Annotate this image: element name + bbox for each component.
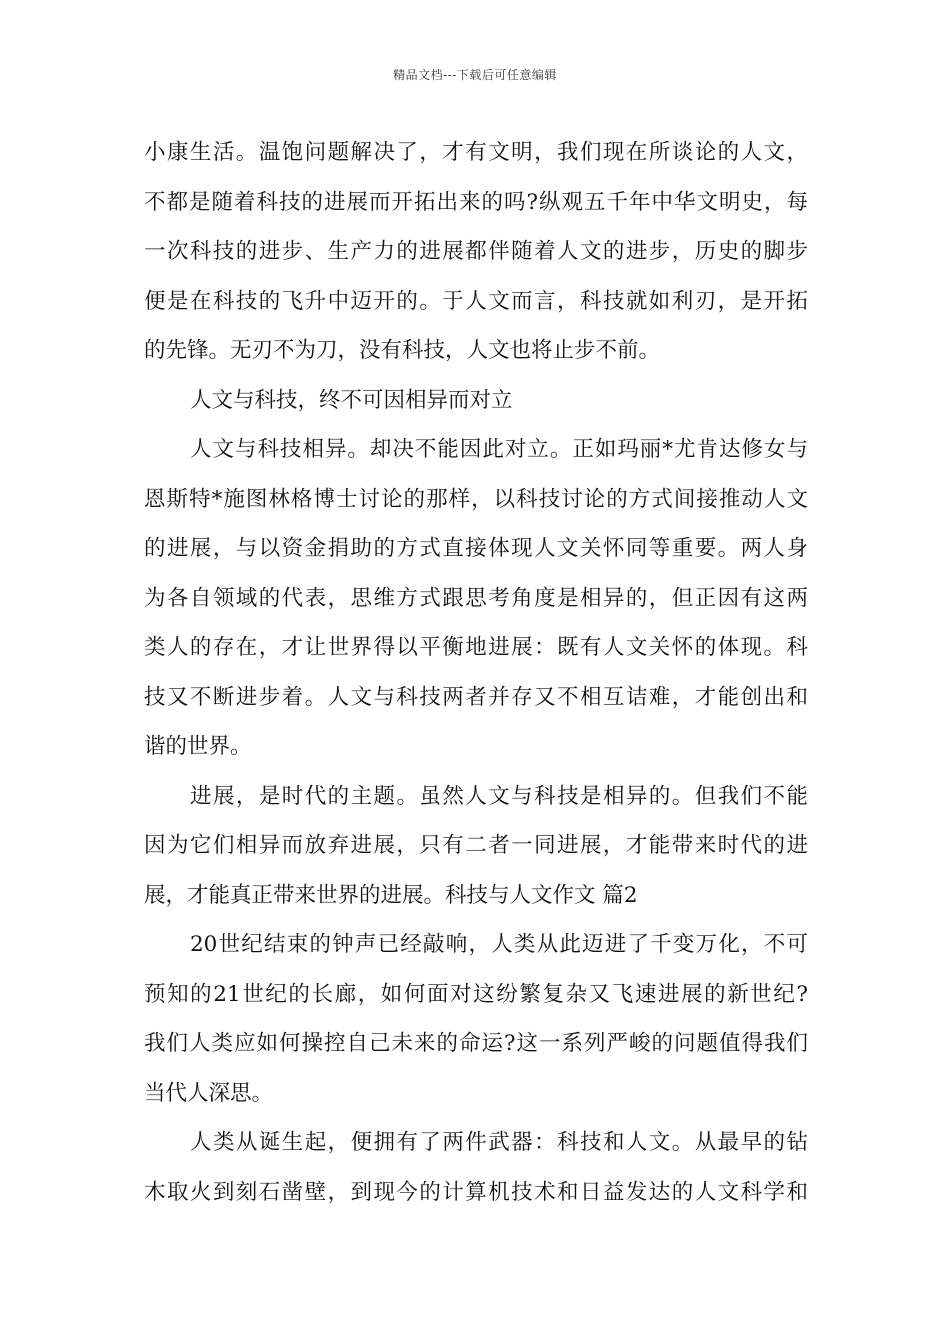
body-line: 的先锋。无刃不为刀，没有科技，人文也将止步不前。: [144, 338, 661, 363]
body-line: 小康生活。温饱问题解决了，才有文明，我们现在所谈论的人文，: [144, 140, 808, 165]
body-line: 预知的21世纪的长廊，如何面对这纷繁复杂又飞速进展的新世纪?: [144, 981, 808, 1007]
body-line: 木取火到刻石凿壁，到现今的计算机技术和日益发达的人文科学和: [144, 1179, 808, 1205]
page-header: 精品文档---下载后可任意编辑: [393, 68, 557, 82]
body-line: 谐的世界。: [144, 734, 252, 759]
body-line: 人文与科技相异。却决不能因此对立。正如玛丽*尤肯达修女与: [190, 437, 808, 462]
body-line: 因为它们相异而放弃进展，只有二者一同进展，才能带来时代的进: [144, 833, 808, 858]
body-line: 我们人类应如何操控自己未来的命运?这一系列严峻的问题值得我们: [144, 1031, 808, 1056]
body-line: 不都是随着科技的进展而开拓出来的吗?纵观五千年中华文明史，每: [144, 189, 808, 215]
body-line: 恩斯特*施图林格博士讨论的那样，以科技讨论的方式间接推动人文: [144, 486, 808, 512]
document-body: [144, 128, 808, 1217]
section-heading: 人文与科技，终不可因相异而对立: [190, 387, 513, 413]
body-line: 20世纪结束的钟声已经敲响，人类从此迈进了千变万化，不可: [190, 932, 808, 957]
body-line: 展，才能真正带来世界的进展。科技与人文作文 篇2: [144, 882, 638, 908]
body-line: 的进展，与以资金捐助的方式直接体现人文关怀同等重要。两人身: [144, 536, 808, 561]
body-line: 进展，是时代的主题。虽然人文与科技是相异的。但我们不能: [190, 783, 808, 809]
body-line: 人类从诞生起，便拥有了两件武器：科技和人文。从最早的钻: [190, 1130, 808, 1155]
body-line: 便是在科技的飞升中迈开的。于人文而言，科技就如利刃，是开拓: [144, 288, 808, 314]
body-line: 类人的存在，才让世界得以平衡地进展：既有人文关怀的体现。科: [144, 635, 808, 660]
body-line: 当代人深思。: [144, 1080, 274, 1106]
body-line: 一次科技的进步、生产力的进展都伴随着人文的进步，历史的脚步: [144, 239, 808, 264]
body-line: 技又不断进步着。人文与科技两者并存又不相互诘难，才能创出和: [144, 684, 808, 710]
body-line: 为各自领域的代表，思维方式跟思考角度是相异的，但正因有这两: [144, 585, 808, 611]
